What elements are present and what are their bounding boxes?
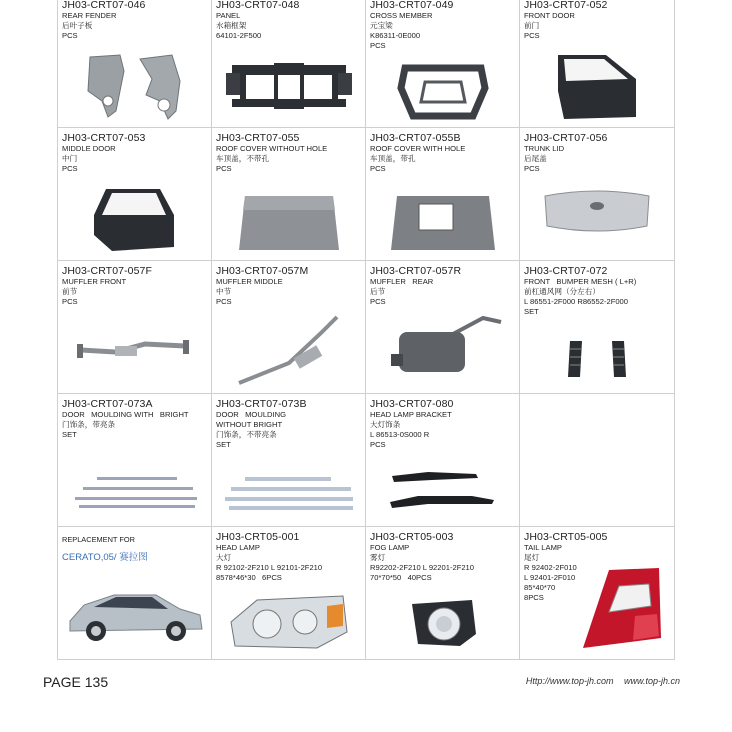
- part-code: JH03-CRT05-003: [370, 531, 454, 543]
- moulding-bright-icon: [58, 464, 211, 522]
- part-code: JH03-CRT05-001: [216, 531, 300, 543]
- website-link-cn[interactable]: www.top-jh.cn: [623, 676, 680, 686]
- part-name: PANEL: [216, 11, 241, 20]
- part-unit: PCS: [62, 297, 78, 306]
- part-unit: SET: [216, 440, 231, 449]
- part-code: JH03-CRT07-055: [216, 132, 300, 144]
- part-cell: [366, 527, 520, 660]
- part-unit: PCS: [216, 297, 232, 306]
- muffler-middle-icon: [212, 309, 365, 389]
- replacement-label: REPLACEMENT FOR: [62, 535, 135, 544]
- part-unit: PCS: [62, 31, 78, 40]
- part-name-cn: 车顶盖，带孔: [370, 154, 416, 163]
- part-name: REAR FENDER: [62, 11, 117, 20]
- part-name: HEAD LAMP: [216, 543, 260, 552]
- part-number: L 86551-2F000 R86552-2F000: [524, 297, 628, 306]
- part-unit: SET: [524, 307, 539, 316]
- trunk-lid-icon: [520, 184, 674, 238]
- muffler-rear-icon: [366, 309, 519, 389]
- part-unit: PCS: [370, 41, 386, 50]
- part-number: R 92102-2F210 L 92101-2F210: [216, 563, 323, 572]
- part-size: 85*40*70: [524, 583, 556, 592]
- part-name: FOG LAMP: [370, 543, 410, 552]
- part-cell: [366, 394, 520, 527]
- part-unit: PCS: [370, 440, 386, 449]
- part-size: 8578*46*30 6PCS: [216, 573, 282, 582]
- part-name-cn: 后尾盖: [524, 154, 547, 163]
- tail-lamp-icon: [570, 563, 674, 655]
- part-name-cn: 雾灯: [370, 553, 386, 562]
- website-link-com[interactable]: Http://www.top-jh.com: [525, 676, 614, 686]
- part-code: JH03-CRT07-053: [62, 132, 146, 144]
- part-name: FRONT BUMPER MESH ( L+R): [524, 277, 637, 286]
- part-name-cn: 前杠通风网（分左右）: [524, 287, 600, 296]
- part-cell: [212, 261, 366, 394]
- part-cell: [212, 394, 366, 527]
- part-name: TAIL LAMP: [524, 543, 562, 552]
- grid-row: [58, 0, 675, 128]
- part-name-cn: 门饰条，带亮条: [62, 420, 116, 429]
- part-name: ROOF COVER WITH HOLE: [370, 144, 466, 153]
- grid-row: [58, 394, 675, 527]
- part-unit: PCS: [370, 164, 386, 173]
- cross-member-icon: [366, 61, 519, 123]
- part-cell: [520, 527, 675, 660]
- part-name-cn: 中节: [216, 287, 232, 296]
- front-door-icon: [520, 51, 674, 123]
- part-unit: SET: [62, 430, 77, 439]
- grid-row: [58, 527, 675, 660]
- part-name: TRUNK LID: [524, 144, 565, 153]
- part-cell: [520, 0, 675, 128]
- part-code: JH03-CRT07-080: [370, 398, 454, 410]
- part-cell: [58, 128, 212, 261]
- part-name: CROSS MEMBER: [370, 11, 433, 20]
- bumper-mesh-icon: [520, 329, 674, 389]
- part-name-cn: 车顶盖，不带孔: [216, 154, 270, 163]
- part-name-cn: 前节: [62, 287, 78, 296]
- part-cell: [212, 527, 366, 660]
- part-unit: 门饰条，不带亮条: [216, 430, 277, 439]
- part-name: MUFFLER FRONT: [62, 277, 127, 286]
- part-name-cn: 大灯: [216, 553, 232, 562]
- part-cell: [366, 128, 520, 261]
- footer-urls: [518, 676, 680, 686]
- part-code: JH03-CRT07-073B: [216, 398, 307, 410]
- part-name-cn: 大灯饰条: [370, 420, 401, 429]
- part-number: R92202-2F210 L 92201-2F210: [370, 563, 474, 572]
- part-number: R 92402-2F010: [524, 563, 577, 572]
- part-name: HEAD LAMP BRACKET: [370, 410, 452, 419]
- part-code: JH03-CRT07-057M: [216, 265, 309, 277]
- rear-fender-icon: [58, 51, 211, 123]
- part-code: JH03-CRT07-055B: [370, 132, 461, 144]
- part-name-cn: 尾灯: [524, 553, 540, 562]
- roof-cover-icon: [212, 190, 365, 256]
- part-code: JH03-CRT07-073A: [62, 398, 153, 410]
- part-code: JH03-CRT07-046: [62, 0, 146, 11]
- car-icon: [58, 575, 211, 655]
- head-lamp-icon: [212, 589, 365, 655]
- part-code: JH03-CRT07-052: [524, 0, 608, 11]
- part-name-cn: 后节: [370, 287, 386, 296]
- empty-cell: [520, 394, 675, 527]
- grid-row: [58, 128, 675, 261]
- part-unit: PCS: [62, 164, 78, 173]
- part-name: DOOR MOULDING: [216, 410, 287, 419]
- middle-door-icon: [58, 184, 211, 256]
- part-size: 70*70*50 40PCS: [370, 573, 432, 582]
- muffler-front-icon: [58, 321, 211, 379]
- part-cell: [212, 128, 366, 261]
- part-number: L 92401-2F010: [524, 573, 576, 582]
- part-number: 64101-2F500: [216, 31, 262, 40]
- part-cell: [58, 394, 212, 527]
- part-unit: PCS: [216, 164, 232, 173]
- part-unit: 8PCS: [524, 593, 544, 602]
- part-name: MUFFLER MIDDLE: [216, 277, 283, 286]
- part-number: K86311-0E000: [370, 31, 421, 40]
- grid-row: [58, 261, 675, 394]
- part-name-cn: 中门: [62, 154, 78, 163]
- part-code: JH03-CRT07-057F: [62, 265, 153, 277]
- page-number: PAGE 135: [43, 674, 109, 690]
- part-cell: [520, 128, 675, 261]
- part-code: JH03-CRT07-057R: [370, 265, 462, 277]
- part-code: JH03-CRT05-005: [524, 531, 608, 543]
- part-unit: PCS: [524, 31, 540, 40]
- part-code: JH03-CRT07-056: [524, 132, 608, 144]
- radiator-panel-icon: [212, 51, 365, 123]
- part-code: JH03-CRT07-049: [370, 0, 454, 11]
- part-name-cn: 后叶子板: [62, 21, 93, 30]
- part-name: MIDDLE DOOR: [62, 144, 116, 153]
- part-code: JH03-CRT07-048: [216, 0, 300, 11]
- part-unit: PCS: [370, 297, 386, 306]
- part-number: L 86513-0S000 R: [370, 430, 430, 439]
- part-code: JH03-CRT07-072: [524, 265, 608, 277]
- part-unit: PCS: [524, 164, 540, 173]
- part-cell: [366, 0, 520, 128]
- part-name: DOOR MOULDING WITH BRIGHT: [62, 410, 189, 419]
- part-name: FRONT DOOR: [524, 11, 575, 20]
- part-cell: [58, 261, 212, 394]
- fog-lamp-icon: [366, 589, 519, 655]
- lamp-bracket-icon: [366, 456, 519, 522]
- roof-cover-hole-icon: [366, 190, 519, 256]
- parts-grid: [57, 0, 675, 660]
- part-name-cn: 前门: [524, 21, 540, 30]
- moulding-icon: [212, 464, 365, 522]
- part-name: ROOF COVER WITHOUT HOLE: [216, 144, 328, 153]
- part-cell: [58, 0, 212, 128]
- part-cell: [366, 261, 520, 394]
- replacement-cell: [58, 527, 212, 660]
- part-cell: [520, 261, 675, 394]
- part-name-cn: 水箱框架: [216, 21, 247, 30]
- part-name-cn: 元宝梁: [370, 21, 393, 30]
- part-name-cn: WITHOUT BRIGHT: [216, 420, 283, 429]
- model-label: CERATO,05/ 赛拉图: [62, 552, 148, 563]
- part-cell: [212, 0, 366, 128]
- part-name: MUFFLER REAR: [370, 277, 434, 286]
